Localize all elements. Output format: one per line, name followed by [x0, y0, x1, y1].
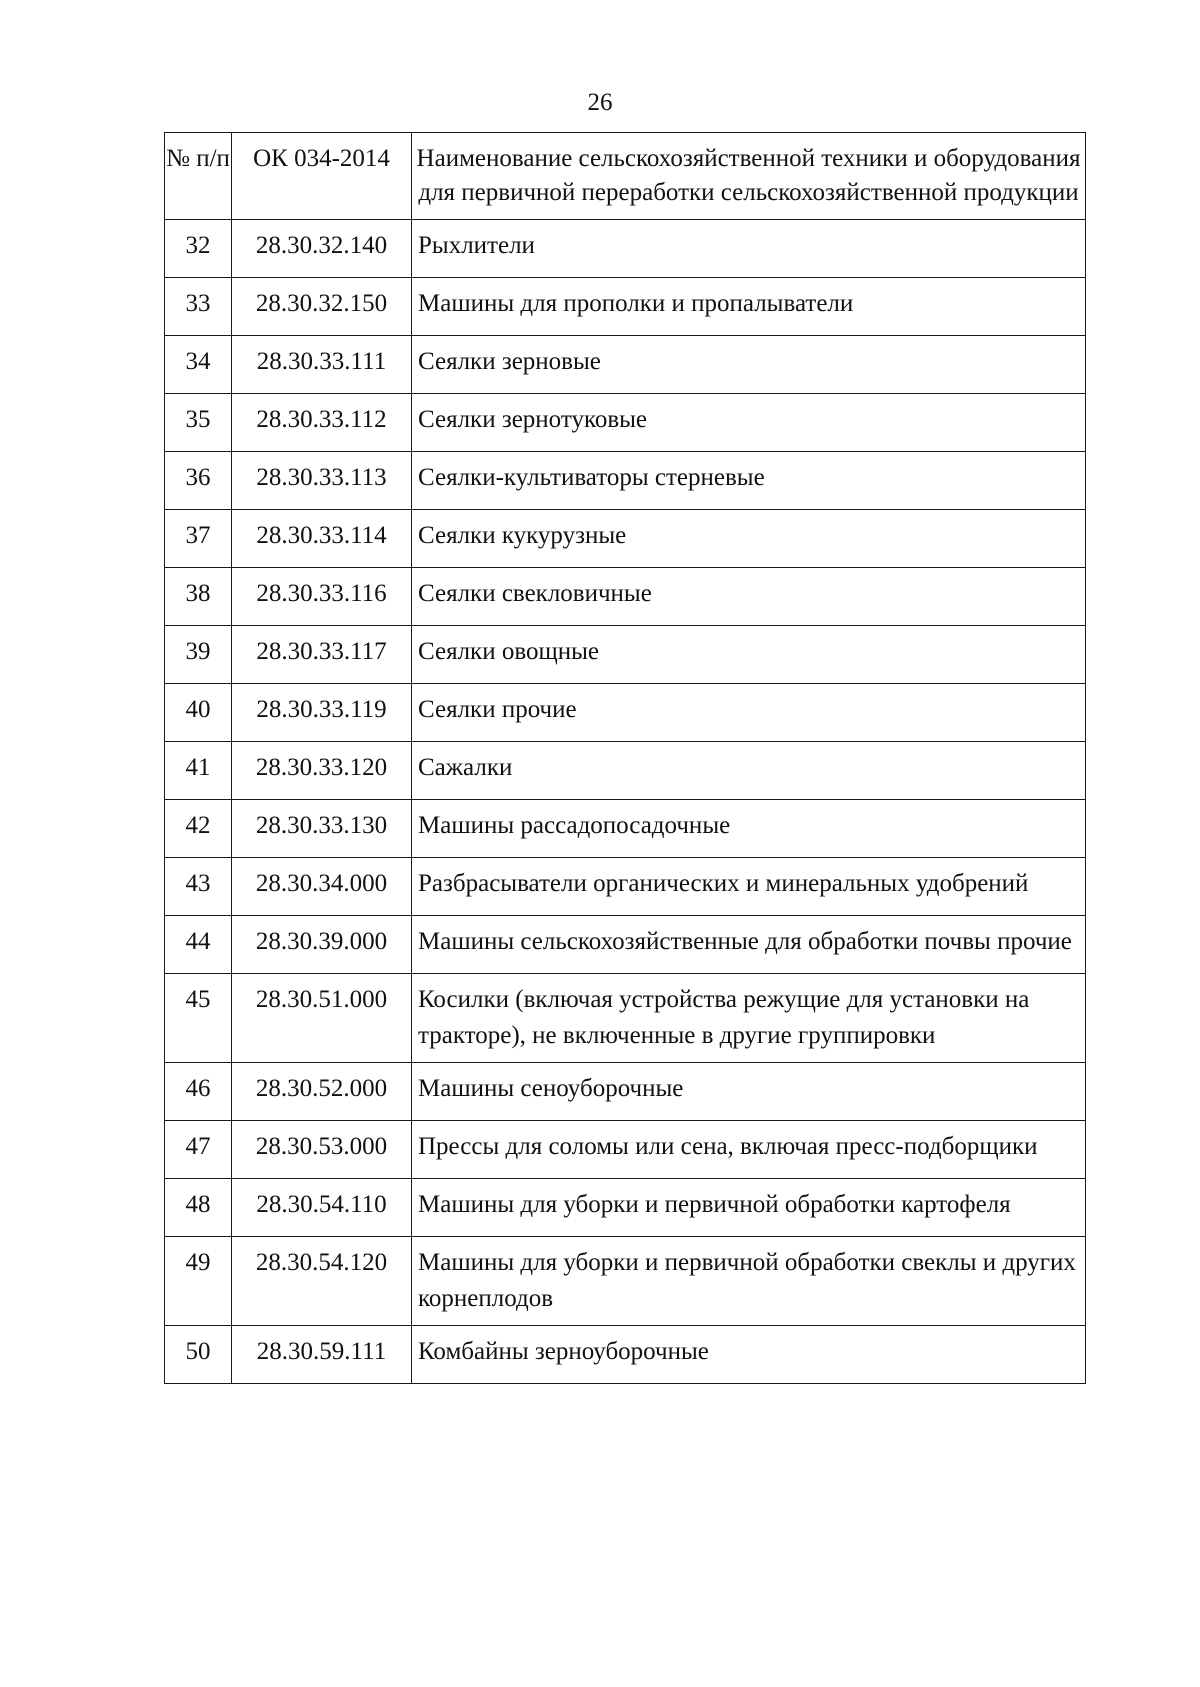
table-row: [165, 452, 1086, 510]
row-name: Сажалки: [412, 742, 1086, 800]
row-number: 36: [165, 452, 232, 510]
row-name: Комбайны зерноуборочные: [412, 1326, 1086, 1384]
table-row: [165, 510, 1086, 568]
table-row: [165, 974, 1086, 1063]
row-code: 28.30.33.120: [232, 742, 412, 800]
table-header: [165, 133, 1086, 220]
row-code: 28.30.54.120: [232, 1237, 412, 1326]
row-code: 28.30.54.110: [232, 1179, 412, 1237]
table-row: [165, 1237, 1086, 1326]
table-row: [165, 858, 1086, 916]
table-row: [165, 1121, 1086, 1179]
table-row: [165, 626, 1086, 684]
row-code: 28.30.33.112: [232, 394, 412, 452]
row-code: 28.30.59.111: [232, 1326, 412, 1384]
row-name: Машины сеноуборочные: [412, 1063, 1086, 1121]
row-code: 28.30.52.000: [232, 1063, 412, 1121]
row-code: 28.30.33.130: [232, 800, 412, 858]
row-code: 28.30.53.000: [232, 1121, 412, 1179]
header-code: ОК 034-2014: [232, 133, 412, 220]
row-name: Машины рассадопосадочные: [412, 800, 1086, 858]
table-row: [165, 1063, 1086, 1121]
table-row: [165, 800, 1086, 858]
table-row: [165, 278, 1086, 336]
row-number: 42: [165, 800, 232, 858]
row-number: 50: [165, 1326, 232, 1384]
table-row: [165, 220, 1086, 278]
row-name: Сеялки кукурузные: [412, 510, 1086, 568]
table-row: [165, 1326, 1086, 1384]
row-number: 39: [165, 626, 232, 684]
row-number: 45: [165, 974, 232, 1063]
table-row: [165, 684, 1086, 742]
row-number: 38: [165, 568, 232, 626]
row-name: Машины для уборки и первичной обработки свеклы и других корнеплодов: [412, 1237, 1086, 1326]
row-number: 35: [165, 394, 232, 452]
table-row: [165, 916, 1086, 974]
row-number: 34: [165, 336, 232, 394]
row-name: Сеялки зерновые: [412, 336, 1086, 394]
header-number: № п/п: [165, 133, 232, 220]
row-code: 28.30.39.000: [232, 916, 412, 974]
row-name: Прессы для соломы или сена, включая пресс-подборщики: [412, 1121, 1086, 1179]
row-name: Машины для прополки и пропалыватели: [412, 278, 1086, 336]
row-name: Машины для уборки и первичной обработки картофеля: [412, 1179, 1086, 1237]
row-number: 46: [165, 1063, 232, 1121]
row-name: Сеялки овощные: [412, 626, 1086, 684]
table-body: [165, 220, 1086, 1384]
row-name: Сеялки зернотуковые: [412, 394, 1086, 452]
row-name: Рыхлители: [412, 220, 1086, 278]
row-name: Сеялки прочие: [412, 684, 1086, 742]
machinery-table: [164, 132, 1086, 1384]
table-row: [165, 336, 1086, 394]
table-row: [165, 742, 1086, 800]
table-row: [165, 1179, 1086, 1237]
row-code: 28.30.33.113: [232, 452, 412, 510]
table-row: [165, 394, 1086, 452]
row-code: 28.30.51.000: [232, 974, 412, 1063]
row-code: 28.30.33.117: [232, 626, 412, 684]
row-number: 41: [165, 742, 232, 800]
row-code: 28.30.34.000: [232, 858, 412, 916]
header-name: Наименование сельскохозяйственной техники и оборудования для первичной переработки сельскохозяйственной продукции: [412, 133, 1086, 220]
row-name: Разбрасыватели органических и минеральных удобрений: [412, 858, 1086, 916]
row-code: 28.30.32.140: [232, 220, 412, 278]
row-number: 44: [165, 916, 232, 974]
row-number: 33: [165, 278, 232, 336]
row-name: Сеялки свекловичные: [412, 568, 1086, 626]
row-name: Сеялки-культиваторы стерневые: [412, 452, 1086, 510]
row-code: 28.30.33.116: [232, 568, 412, 626]
row-number: 40: [165, 684, 232, 742]
table-row: [165, 568, 1086, 626]
row-number: 48: [165, 1179, 232, 1237]
row-code: 28.30.33.119: [232, 684, 412, 742]
row-number: 32: [165, 220, 232, 278]
row-number: 37: [165, 510, 232, 568]
row-number: 43: [165, 858, 232, 916]
row-number: 47: [165, 1121, 232, 1179]
row-name: Машины сельскохозяйственные для обработки почвы прочие: [412, 916, 1086, 974]
row-code: 28.30.33.111: [232, 336, 412, 394]
row-number: 49: [165, 1237, 232, 1326]
row-code: 28.30.32.150: [232, 278, 412, 336]
row-name: Косилки (включая устройства режущие для установки на тракторе), не включенные в другие группировки: [412, 974, 1086, 1063]
row-code: 28.30.33.114: [232, 510, 412, 568]
page-number: 26: [587, 89, 613, 116]
